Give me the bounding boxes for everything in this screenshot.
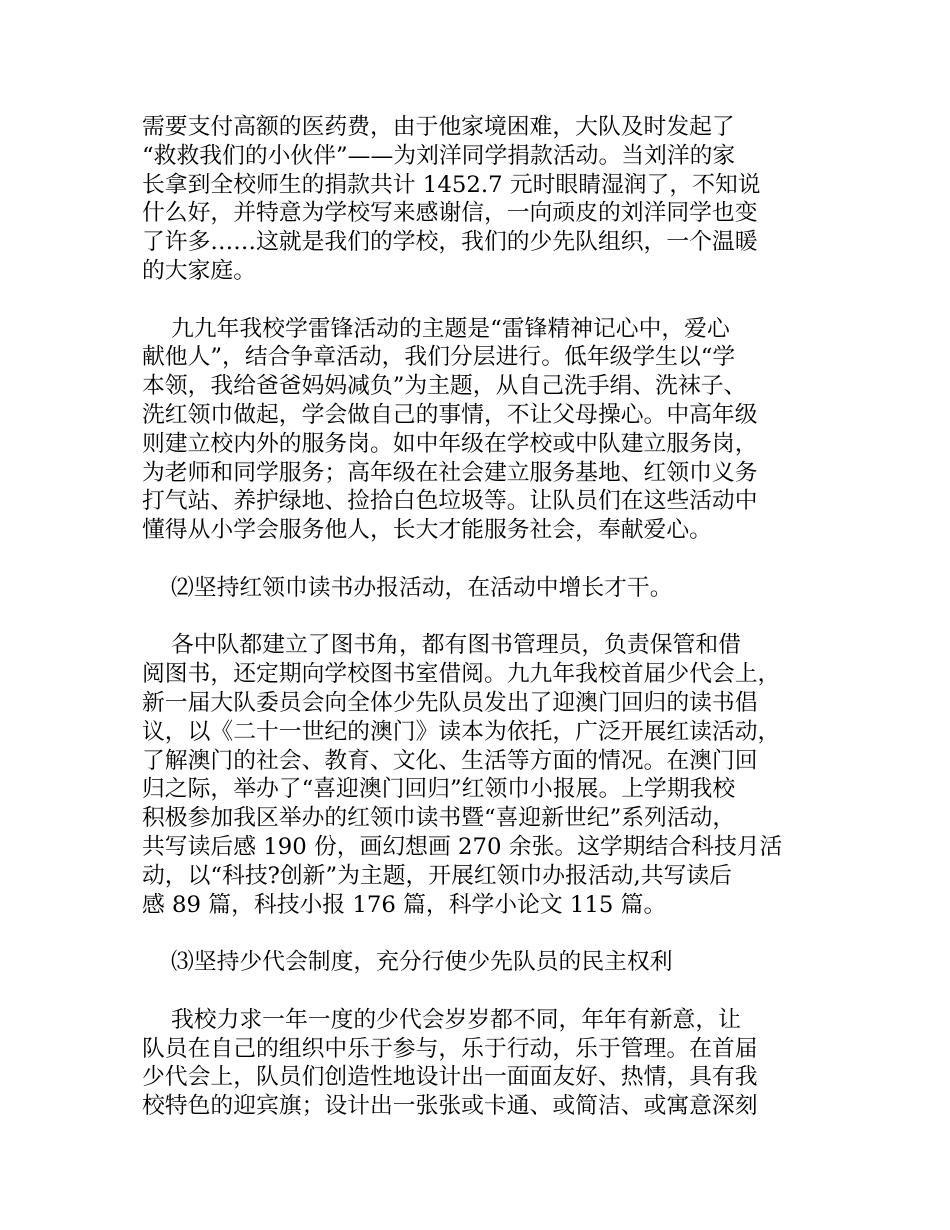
body-text <box>142 113 832 1121</box>
text-line: 打气站、养护绿地、捡拾白色垃圾等。让队员们在这些活动中 <box>142 488 758 515</box>
text-line: ⑵坚持红领巾读书办报活动，在活动中增长才干。 <box>142 574 673 601</box>
text-line: 归之际，举办了“喜迎澳门回归”红领巾小报展。上学期我校 <box>142 776 736 803</box>
text-line: 长拿到全校师生的捐款共计 1452.7 元时眼睛湿润了，不知说 <box>142 171 761 198</box>
paragraph-gap <box>142 977 832 1006</box>
text-line: 本领，我给爸爸妈妈减负”为主题，从自己洗手绢、洗袜子、 <box>142 373 747 400</box>
text-line: 我校力求一年一度的少代会岁岁都不同，年年有新意，让 <box>142 1006 741 1033</box>
text-line: 九九年我校学雷锋活动的主题是“雷锋精神记心中，爱心 <box>142 315 730 342</box>
paragraph-gap <box>142 603 832 632</box>
text-line: 了许多……这就是我们的学校，我们的少先队组织，一个温暖 <box>142 229 758 256</box>
text-line: 少代会上，队员们创造性地设计出一面面友好、热情，具有我 <box>142 1064 758 1091</box>
text-line: 共写读后感 190 份，画幻想画 270 余张。这学期结合科技月活 <box>142 833 783 860</box>
paragraph-gap <box>142 919 832 948</box>
text-line: 需要支付高额的医药费，由于他家境困难，大队及时发起了 <box>142 114 735 140</box>
text-line: 什么好，并特意为学校写来感谢信，一向顽皮的刘洋同学也变 <box>142 200 758 227</box>
text-line: 则建立校内外的服务岗。如中年级在学校或中队建立服务岗， <box>142 430 758 457</box>
text-line: 动，以“科技?创新”为主题，开展红领巾办报活动,共写读后 <box>142 862 732 889</box>
text-line: 新一届大队委员会向全体少先队员发出了迎澳门回归的读书倡 <box>142 689 758 716</box>
text-line: 积极参加我区举办的红领巾读书暨“喜迎新世纪”系列活动， <box>142 805 736 832</box>
text-line: 献他人”，结合争章活动，我们分层进行。低年级学生以“学 <box>142 344 736 371</box>
text-line: 的大家庭。 <box>142 257 256 284</box>
text-line: ⑶坚持少代会制度，充分行使少先队员的民主权利 <box>142 949 673 976</box>
text-line: 懂得从小学会服务他人，长大才能服务社会，奉献爱心。 <box>142 517 712 544</box>
paragraph-gap <box>142 545 832 574</box>
text-line: 为老师和同学服务；高年级在社会建立服务基地、红领巾义务 <box>142 459 758 486</box>
text-line: 校特色的迎宾旗；设计出一张张或卡通、或简洁、或寓意深刻 <box>142 1093 758 1120</box>
text-line: 洗红领巾做起，学会做自己的事情，不让父母操心。中高年级 <box>142 401 758 428</box>
text-line: 了解澳门的社会、教育、文化、生活等方面的情况。在澳门回 <box>142 747 758 774</box>
text-line: 各中队都建立了图书角，都有图书管理员，负责保管和借 <box>142 632 741 659</box>
paragraph-gap <box>142 286 832 315</box>
text-line: 议，以《二十一世纪的澳门》读本为依托，广泛开展红读活动， <box>142 718 781 745</box>
text-line: 阅图书，还定期向学校图书室借阅。九九年我校首届少代会上， <box>142 661 781 688</box>
text-line: 感 89 篇，科技小报 176 篇，科学小论文 115 篇。 <box>142 891 667 918</box>
text-line: “救救我们的小伙伴”——为刘洋同学捐款活动。当刘洋的家 <box>142 142 736 169</box>
text-line: 队员在自己的组织中乐于参与，乐于行动，乐于管理。在首届 <box>142 1035 758 1062</box>
